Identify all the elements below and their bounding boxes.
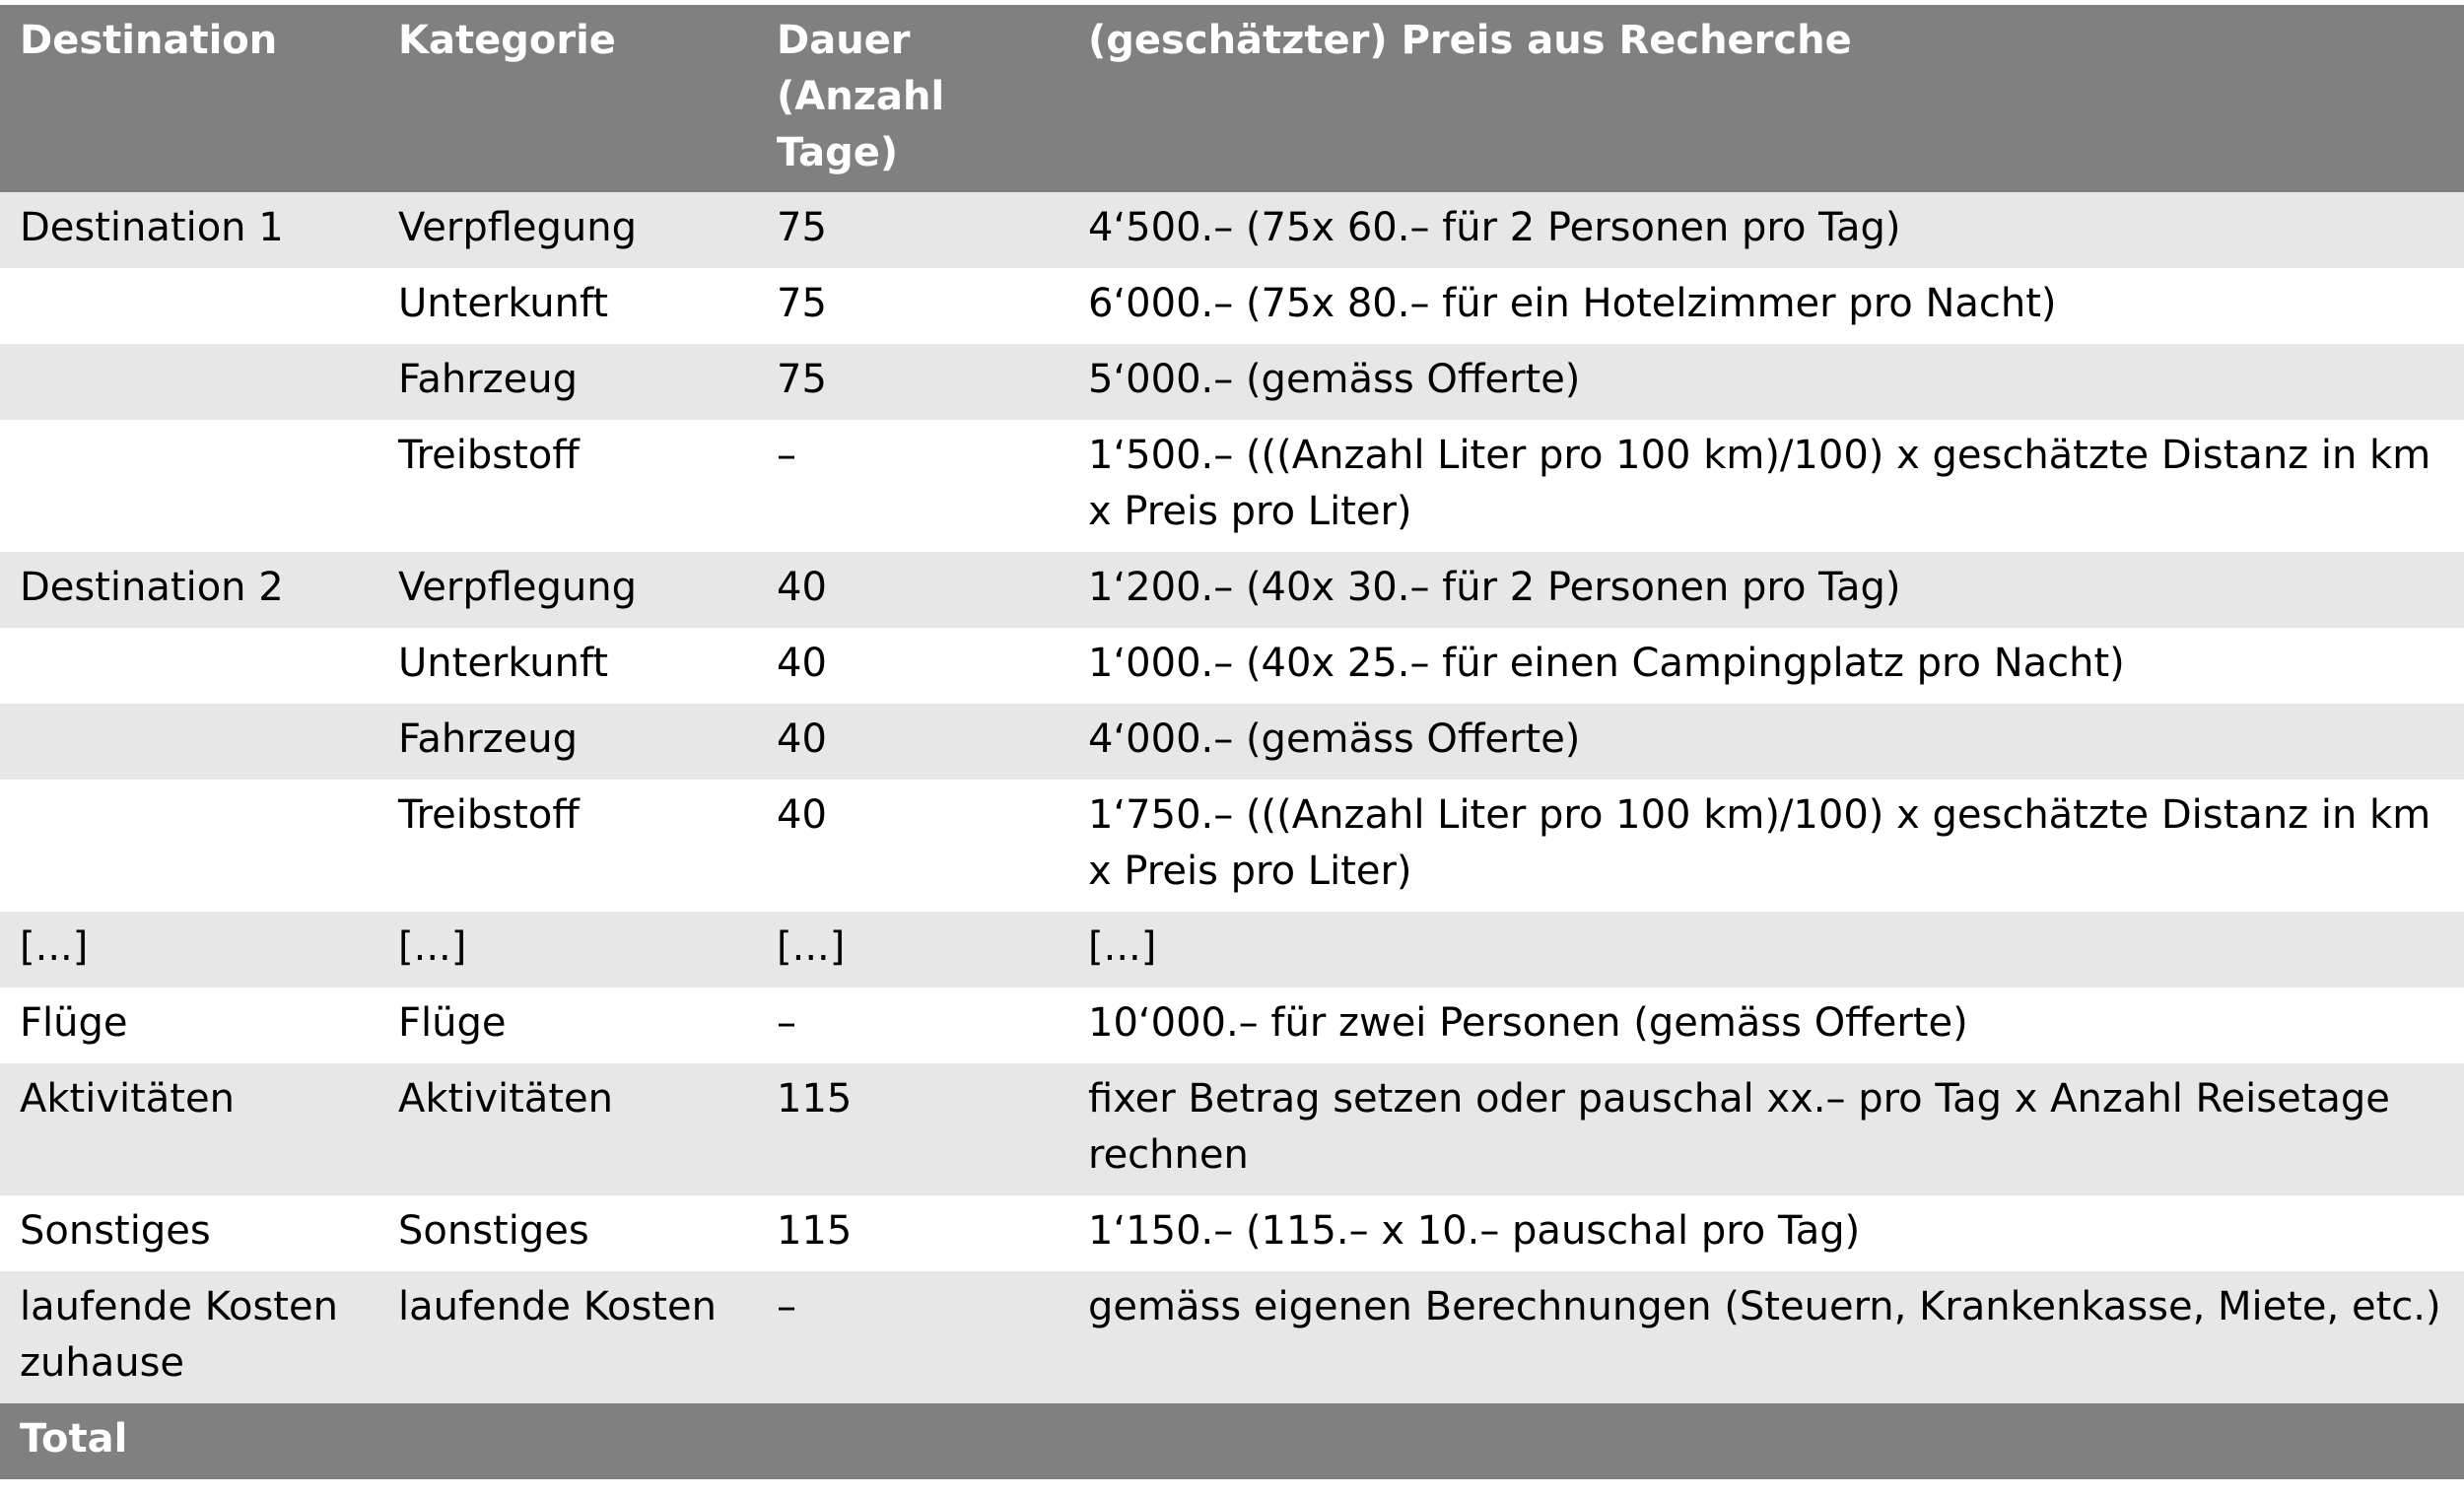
cell-destination: Sonstiges xyxy=(0,1195,378,1271)
table-row xyxy=(0,420,2464,552)
cell-preis: 1‘150.– (115.– x 10.– pauschal pro Tag) xyxy=(1068,1195,2464,1271)
cell-kategorie: Fahrzeug xyxy=(378,344,757,420)
cell-destination xyxy=(0,628,378,704)
table-row xyxy=(0,1063,2464,1195)
cell-destination: [...] xyxy=(0,912,378,987)
cell-dauer: 40 xyxy=(757,780,1068,912)
budget-table xyxy=(0,5,2464,1479)
cell-destination: Aktivitäten xyxy=(0,1063,378,1195)
table-row xyxy=(0,912,2464,987)
cell-preis: 10‘000.– für zwei Personen (gemäss Offerte) xyxy=(1068,987,2464,1063)
table-row xyxy=(0,192,2464,268)
cell-dauer: [...] xyxy=(757,912,1068,987)
cell-destination xyxy=(0,780,378,912)
cell-preis: 1‘500.– (((Anzahl Liter pro 100 km)/100) x geschätzte Distanz in km x Preis pro Liter) xyxy=(1068,420,2464,552)
cell-preis: gemäss eigenen Berechnungen (Steuern, Krankenkasse, Miete, etc.) xyxy=(1068,1271,2464,1403)
cell-preis: 4‘500.– (75x 60.– für 2 Personen pro Tag) xyxy=(1068,192,2464,268)
cell-dauer: – xyxy=(757,987,1068,1063)
header-preis: (geschätzter) Preis aus Recherche xyxy=(1068,5,2464,192)
cell-kategorie: Flüge xyxy=(378,987,757,1063)
cell-destination: Destination 2 xyxy=(0,552,378,628)
table-row xyxy=(0,704,2464,780)
cell-kategorie: [...] xyxy=(378,912,757,987)
cell-kategorie: Fahrzeug xyxy=(378,704,757,780)
cell-destination: laufende Kosten zuhause xyxy=(0,1271,378,1403)
cell-kategorie: Aktivitäten xyxy=(378,1063,757,1195)
cell-destination: Destination 1 xyxy=(0,192,378,268)
total-row xyxy=(0,1403,2464,1479)
cell-kategorie: Treibstoff xyxy=(378,780,757,912)
cell-preis: 4‘000.– (gemäss Offerte) xyxy=(1068,704,2464,780)
cell-dauer: – xyxy=(757,420,1068,552)
table-row xyxy=(0,628,2464,704)
cell-preis: 1‘750.– (((Anzahl Liter pro 100 km)/100) x geschätzte Distanz in km x Preis pro Liter) xyxy=(1068,780,2464,912)
table-row xyxy=(0,268,2464,344)
cell-preis: fixer Betrag setzen oder pauschal xx.– pro Tag x Anzahl Reisetage rechnen xyxy=(1068,1063,2464,1195)
table-row xyxy=(0,552,2464,628)
cell-kategorie: Treibstoff xyxy=(378,420,757,552)
table-row xyxy=(0,1195,2464,1271)
cell-destination xyxy=(0,344,378,420)
cell-dauer: 40 xyxy=(757,628,1068,704)
table-row xyxy=(0,1271,2464,1403)
cell-destination xyxy=(0,420,378,552)
table-row xyxy=(0,344,2464,420)
cell-kategorie: Verpflegung xyxy=(378,192,757,268)
header-kategorie: Kategorie xyxy=(378,5,757,192)
table-row xyxy=(0,987,2464,1063)
cell-kategorie: Unterkunft xyxy=(378,628,757,704)
cell-preis: 1‘000.– (40x 25.– für einen Campingplatz pro Nacht) xyxy=(1068,628,2464,704)
cell-kategorie: laufende Kosten xyxy=(378,1271,757,1403)
cell-preis: 6‘000.– (75x 80.– für ein Hotelzimmer pro Nacht) xyxy=(1068,268,2464,344)
cell-destination: Flüge xyxy=(0,987,378,1063)
cell-destination xyxy=(0,704,378,780)
cell-preis: [...] xyxy=(1068,912,2464,987)
cell-dauer: 75 xyxy=(757,268,1068,344)
cell-dauer: 75 xyxy=(757,344,1068,420)
cell-kategorie: Unterkunft xyxy=(378,268,757,344)
cell-dauer: 115 xyxy=(757,1195,1068,1271)
table-row xyxy=(0,780,2464,912)
cell-dauer: 75 xyxy=(757,192,1068,268)
cell-dauer: 40 xyxy=(757,704,1068,780)
cell-dauer: 115 xyxy=(757,1063,1068,1195)
cell-preis: 5‘000.– (gemäss Offerte) xyxy=(1068,344,2464,420)
cell-destination xyxy=(0,268,378,344)
cell-kategorie: Sonstiges xyxy=(378,1195,757,1271)
header-dauer: Dauer (Anzahl Tage) xyxy=(757,5,1068,192)
header-row xyxy=(0,5,2464,192)
cell-preis: 1‘200.– (40x 30.– für 2 Personen pro Tag) xyxy=(1068,552,2464,628)
header-destination: Destination xyxy=(0,5,378,192)
total-label: Total xyxy=(0,1403,2464,1479)
cell-dauer: 40 xyxy=(757,552,1068,628)
cell-dauer: – xyxy=(757,1271,1068,1403)
cell-kategorie: Verpflegung xyxy=(378,552,757,628)
